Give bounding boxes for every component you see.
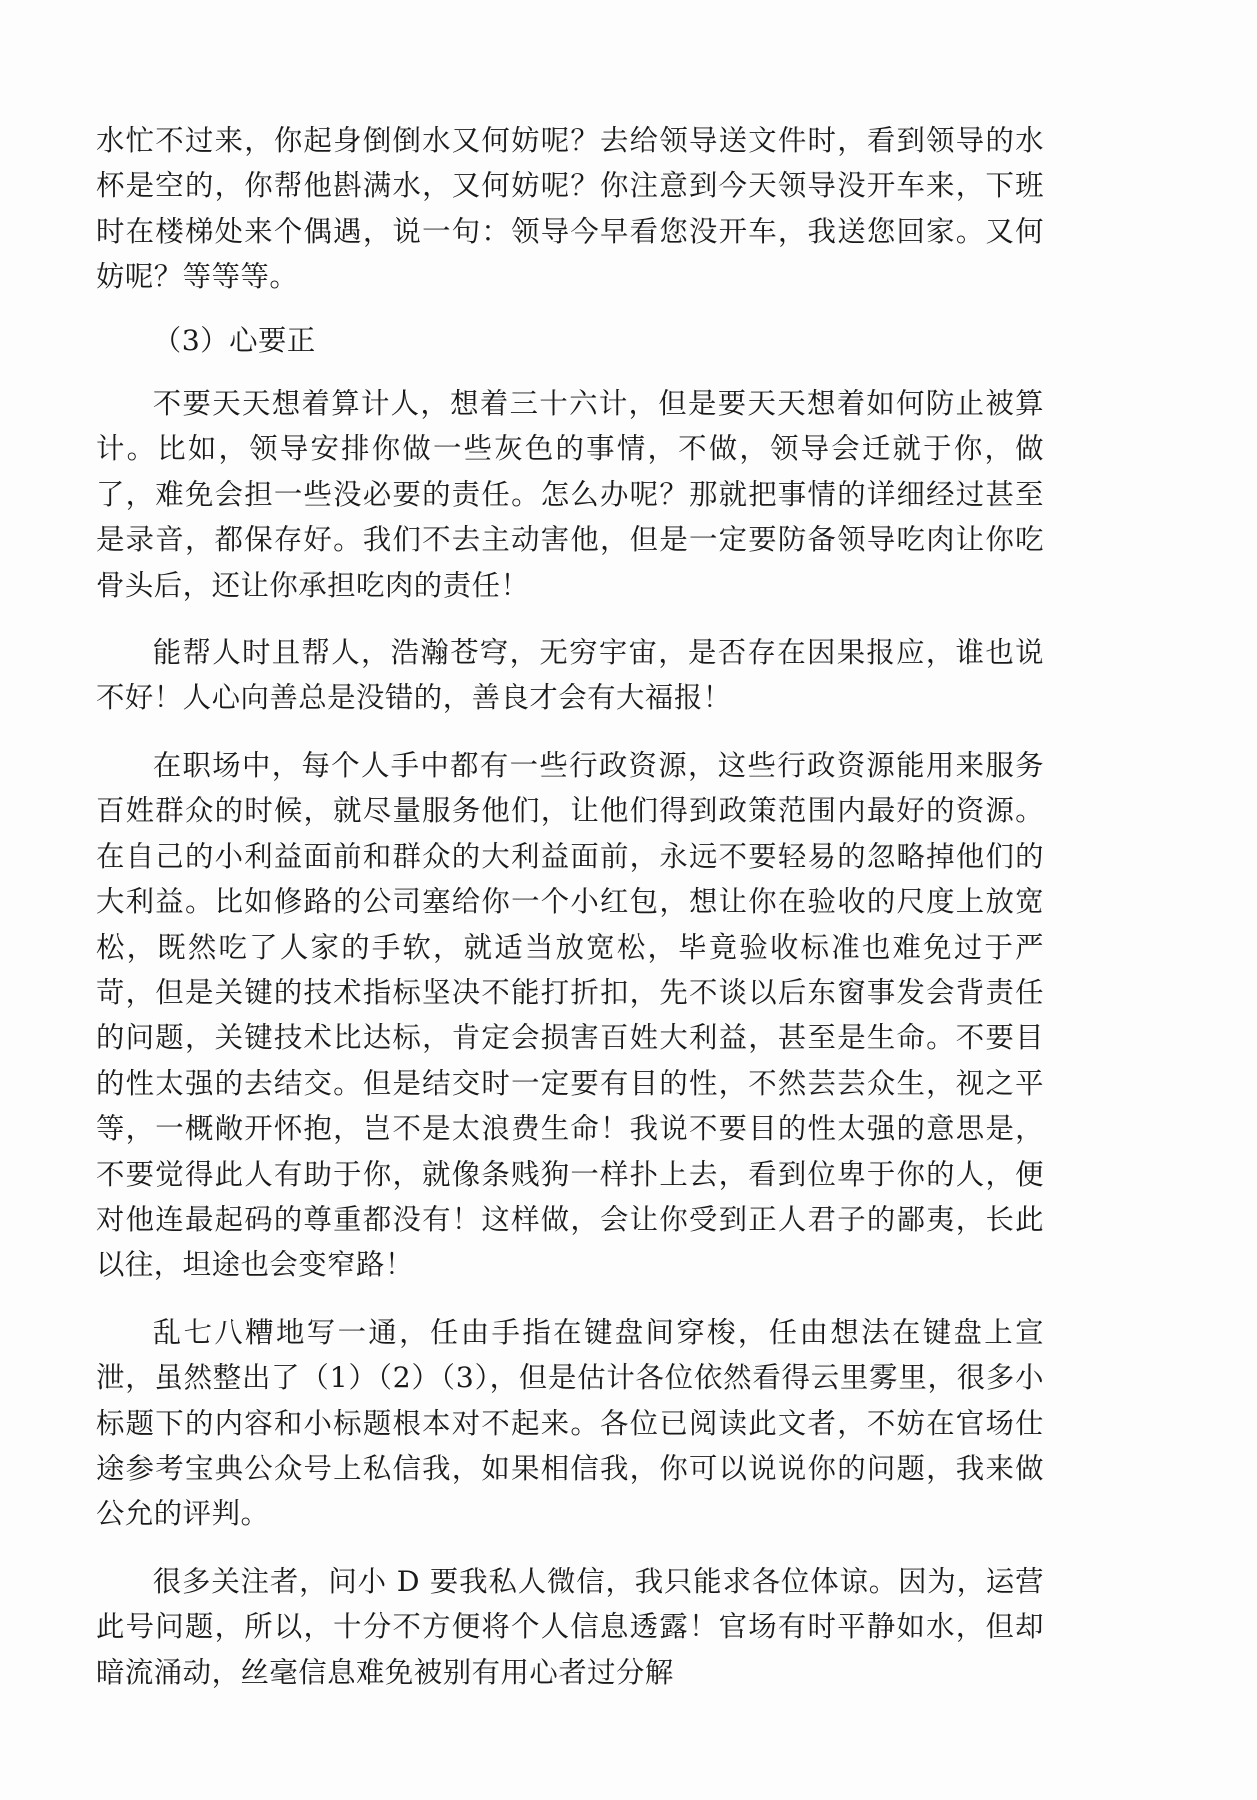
paragraph: 在职场中，每个人手中都有一些行政资源，这些行政资源能用来服务百姓群众的时候，就尽量服务他们，让他们得到政策范围内最好的资源。在自己的小利益面前和群众的大利益面前，永远不要轻易的忽略掉他们的大利益。比如修路的公司塞给你一个小红包，想让你在验收的尺度上放宽松，既然吃了人家的手软，就适当放宽松，毕竟验收标准也难免过于严苛，但是关键的技术指标坚决不能打折扣，先不谈以后东窗事发会背责任的问题，关键技术比达标，肯定会损害百姓大利益，甚至是生命。不要目的性太强的去结交。但是结交时一定要有目的性，不然芸芸众生，视之平等，一概敞开怀抱，岂不是太浪费生命！我说不要目的性太强的意思是，不要觉得此人有助于你，就像条贱狗一样扑上去，看到位卑于你的人，便对他连最起码的尊重都没有！这样做，会让你受到正人君子的鄙夷，长此以往，坦途也会变窄路！ [96, 748, 1044, 1282]
paragraph-continuation: 水忙不过来，你起身倒倒水又何妨呢？去给领导送文件时，看到领导的水杯是空的，你帮他斟满水，又何妨呢？你注意到今天领导没开车来，下班时在楼梯处来个偶遇，说一句：领导今早看您没开车，我送您回家。又何妨呢？等等等。 [96, 124, 1044, 294]
document-body [96, 118, 1044, 1695]
paragraph: 能帮人时且帮人，浩瀚苍穹，无穷宇宙，是否存在因果报应，谁也说不好！人心向善总是没错的，善良才会有大福报！ [96, 636, 1044, 715]
paragraph: 不要天天想着算计人，想着三十六计，但是要天天想着如何防止被算计。比如，领导安排你做一些灰色的事情，不做，领导会迁就于你，做了，难免会担一些没必要的责任。怎么办呢？那就把事情的详细经过甚至是录音，都保存好。我们不去主动害他，但是一定要防备领导吃肉让你吃骨头后，还让你承担吃肉的责任！ [96, 387, 1044, 602]
section-heading: （3）心要正 [152, 323, 316, 357]
paragraph: 乱七八糟地写一通，任由手指在键盘间穿梭，任由想法在键盘上宣泄，虽然整出了（1）（2）（3），但是估计各位依然看得云里雾里，很多小标题下的内容和小标题根本对不起来。各位已阅读此文者，不妨在官场仕途参考宝典公众号上私信我，如果相信我，你可以说说你的问题，我来做公允的评判。 [96, 1315, 1044, 1531]
paragraph: 很多关注者，问小 D 要我私人微信，我只能求各位体谅。因为，运营此号问题，所以，十分不方便将个人信息透露！官场有时平静如水，但却暗流涌动，丝毫信息难免被别有用心者过分解 [96, 1564, 1044, 1689]
